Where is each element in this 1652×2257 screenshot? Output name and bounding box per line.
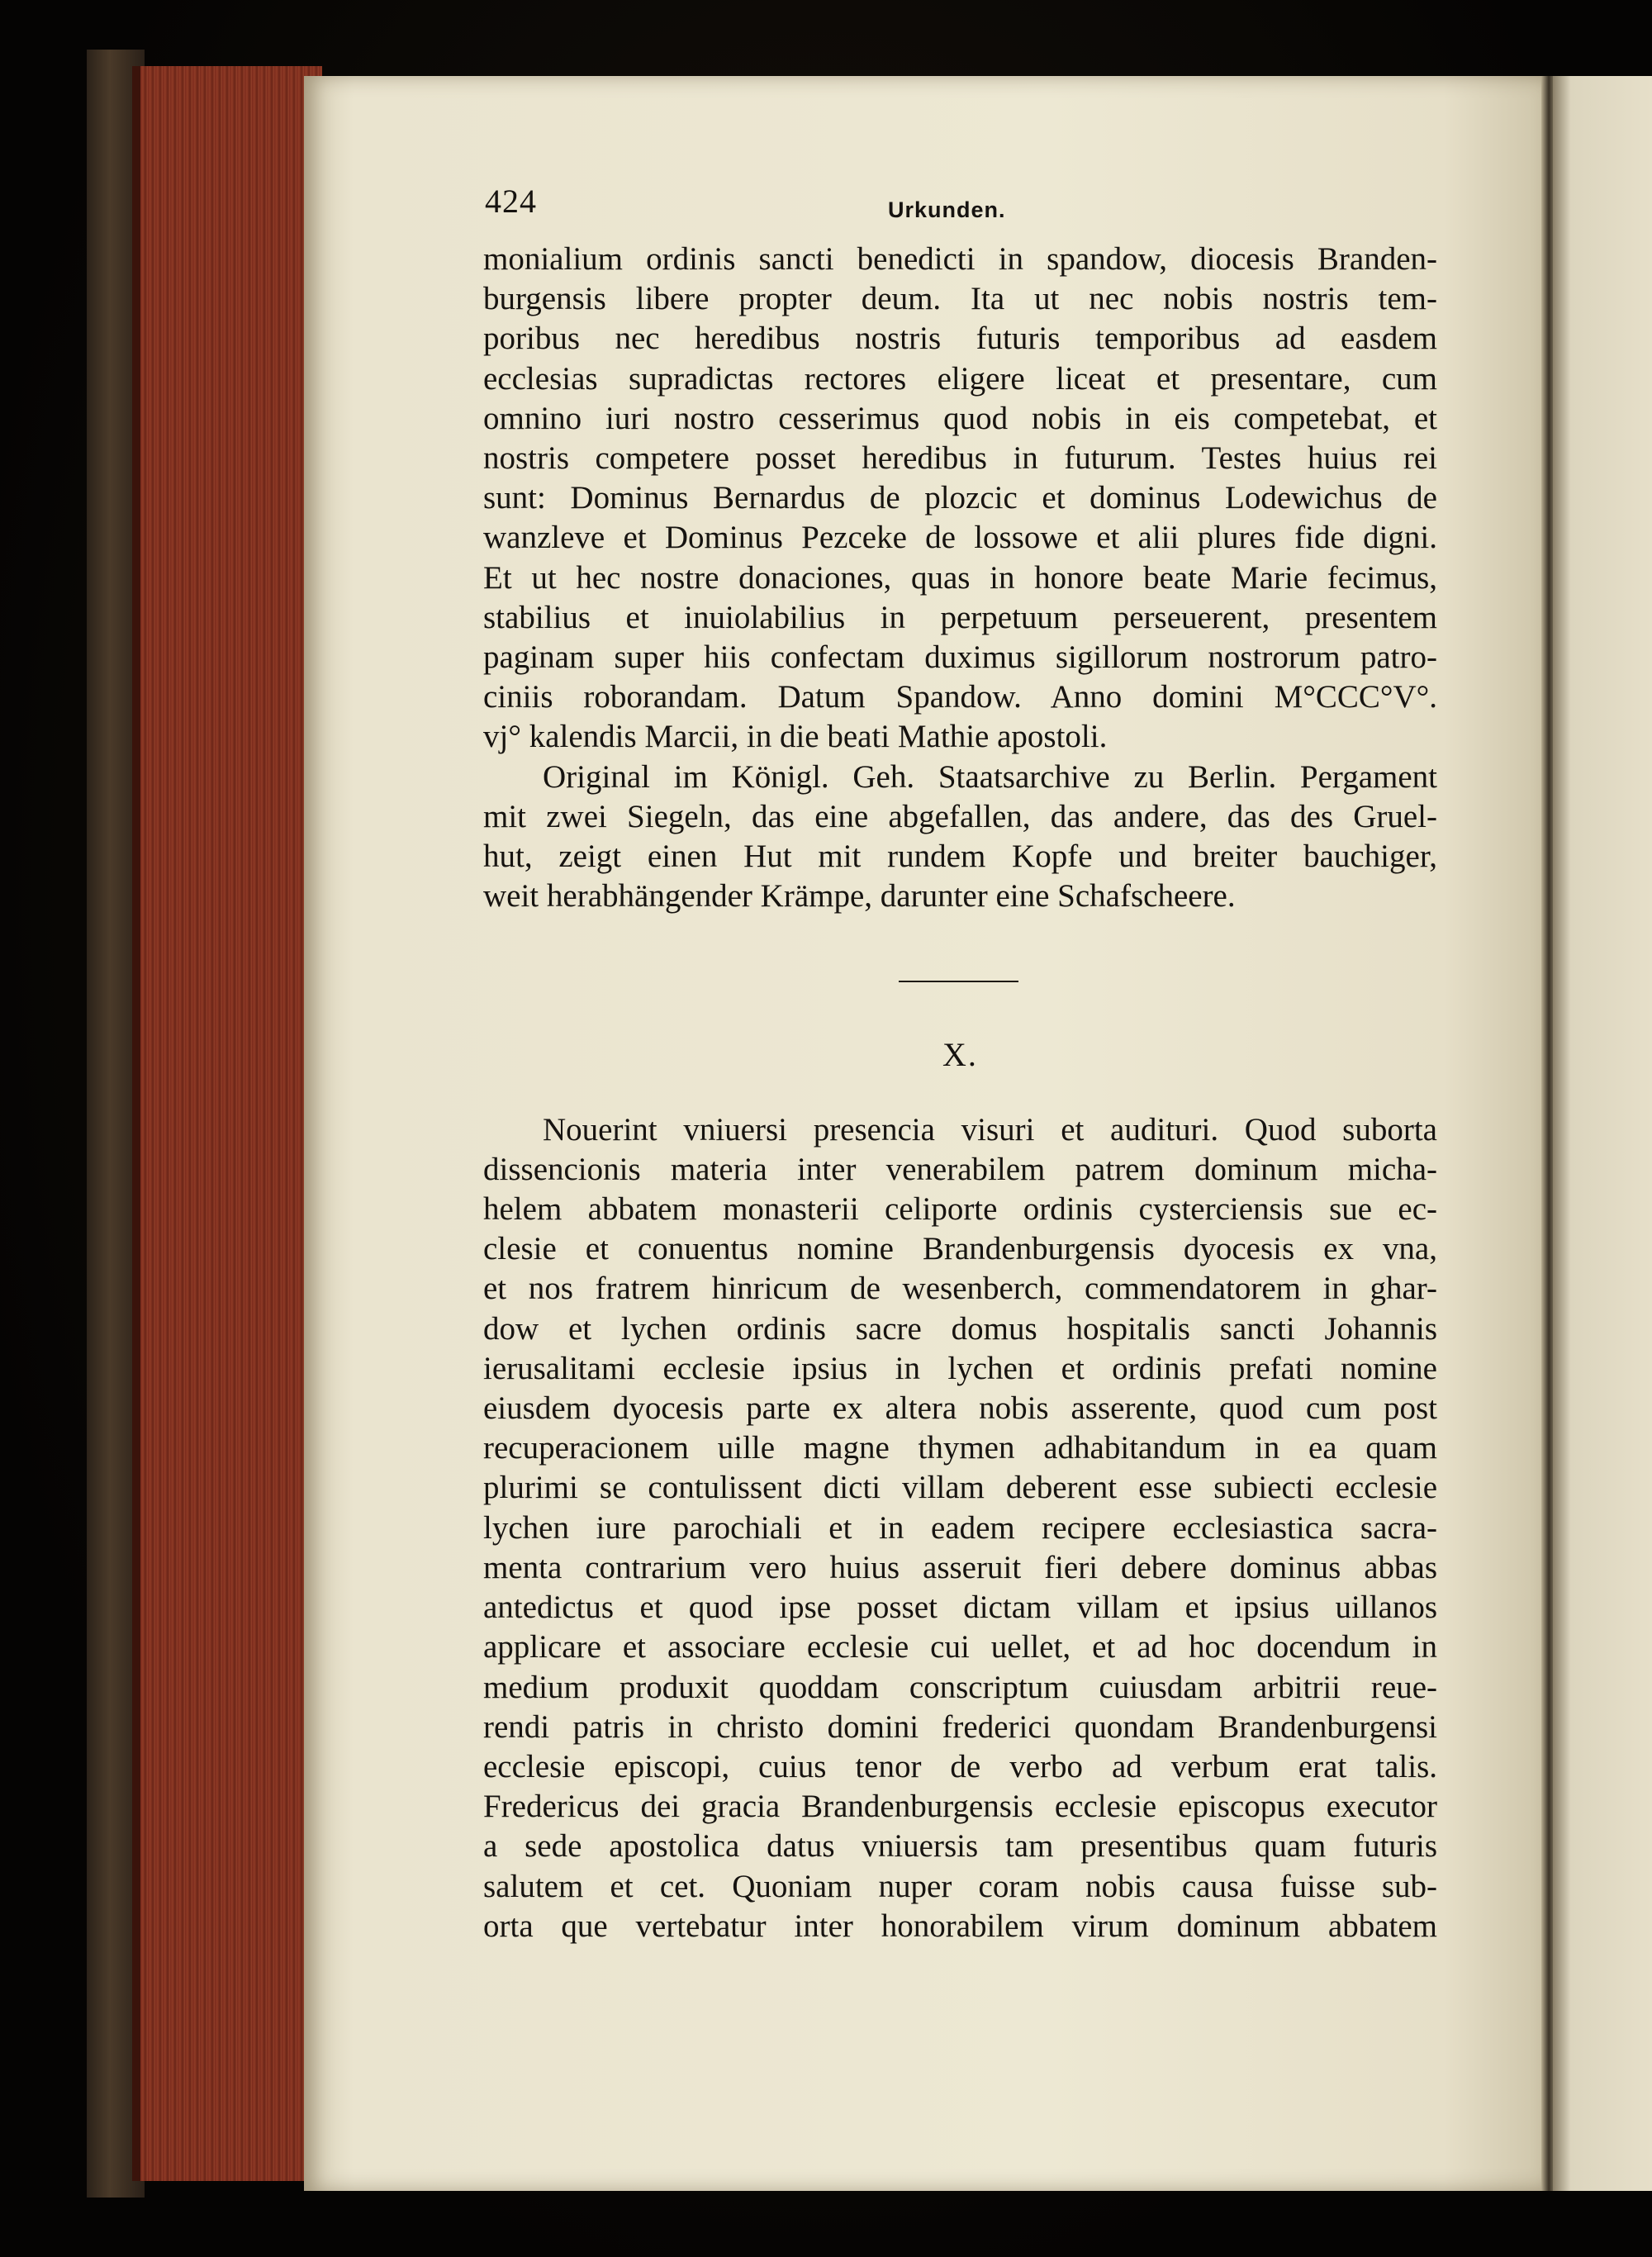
page-text bbox=[483, 182, 1437, 1946]
text-line: dissencionis materia inter venerabilem patrem dominum micha- bbox=[483, 1151, 1437, 1187]
page-header bbox=[483, 182, 1437, 231]
text-line: mit zwei Siegeln, das eine abgefallen, das andere, das des Gruel- bbox=[483, 798, 1437, 834]
text-line: antedictus et quod ipse posset dictam villam et ipsius uillanos bbox=[483, 1589, 1437, 1626]
charter-end-paragraph bbox=[483, 240, 1437, 758]
text-line: clesie et conuentus nomine Brandenburgensis dyocesis ex vna, bbox=[483, 1231, 1437, 1267]
text-line: sunt: Dominus Bernardus de plozcic et dominus Lodewichus de bbox=[483, 480, 1437, 516]
text-line: stabilius et inuiolabilius in perpetuum perseuerent, presentem bbox=[483, 599, 1437, 635]
text-line: medium produxit quoddam conscriptum cuiusdam arbitrii reue- bbox=[483, 1669, 1437, 1705]
text-line: helem abbatem monasterii celiporte ordinis cysterciensis sue ec- bbox=[483, 1191, 1437, 1228]
text-line: ciniis roborandam. Datum Spandow. Anno domini M°CCC°V°. bbox=[483, 679, 1437, 715]
document-x-paragraph bbox=[483, 1110, 1437, 1946]
page-edges bbox=[132, 66, 322, 2181]
text-line: et nos fratrem hinricum de wesenberch, commendatorem in ghar- bbox=[483, 1271, 1437, 1307]
facing-page-edge bbox=[1553, 76, 1652, 2191]
text-line: omnino iuri nostro cesserimus quod nobis in eis competebat, et bbox=[483, 400, 1437, 436]
text-line: plurimi se contulissent dicti villam deberent esse subiecti ecclesie bbox=[483, 1470, 1437, 1506]
text-line: lychen iure parochiali et in eadem recipere ecclesiastica sacra- bbox=[483, 1509, 1437, 1546]
section-heading: X. bbox=[942, 1036, 978, 1074]
text-line: hut, zeigt einen Hut mit rundem Kopfe und breiter bauchiger, bbox=[483, 839, 1437, 875]
text-line: salutem et cet. Quoniam nuper coram nobis causa fuisse sub- bbox=[483, 1868, 1437, 1904]
text-line: monialium ordinis sancti benedicti in spandow, diocesis Branden- bbox=[483, 241, 1437, 277]
text-line: ecclesie episcopi, cuius tenor de verbo ad verbum erat talis. bbox=[483, 1748, 1437, 1784]
text-line: Original im Königl. Geh. Staatsarchive zu Berlin. Pergament bbox=[543, 758, 1437, 795]
text-line: applicare et associare ecclesie cui uellet, et ad hoc docendum in bbox=[483, 1629, 1437, 1665]
text-line: Nouerint vniuersi presencia visuri et audituri. Quod suborta bbox=[543, 1111, 1437, 1148]
text-line: wanzleve et Dominus Pezceke de lossowe et alii plures fide digni. bbox=[483, 520, 1437, 556]
text-line: orta que vertebatur inter honorabilem virum dominum abbatem bbox=[483, 1908, 1437, 1944]
text-line: menta contrarium vero huius asseruit fieri debere dominus abbas bbox=[483, 1549, 1437, 1585]
text-line: eiusdem dyocesis parte ex altera nobis asserente, quod cum post bbox=[483, 1390, 1437, 1427]
text-line: poribus nec heredibus nostris futuris temporibus ad easdem bbox=[483, 321, 1437, 357]
text-line: Et ut hec nostre donaciones, quas in honore beate Marie fecimus, bbox=[483, 559, 1437, 596]
text-line: rendi patris in christo domini frederici quondam Brandenburgensi bbox=[483, 1708, 1437, 1745]
text-line: dow et lychen ordinis sacre domus hospitalis sancti Johannis bbox=[483, 1310, 1437, 1347]
text-line: ecclesias supradictas rectores eligere liceat et presentare, cum bbox=[483, 360, 1437, 397]
text-line: paginam super hiis confectam duximus sigillorum nostrorum patro- bbox=[483, 639, 1437, 676]
page-number: 424 bbox=[485, 183, 537, 220]
text-line: a sede apostolica datus vniuersis tam presentibus quam futuris bbox=[483, 1828, 1437, 1865]
text-line: ierusalitami ecclesie ipsius in lychen et ordinis prefati nomine bbox=[483, 1350, 1437, 1386]
archival-note-paragraph bbox=[483, 758, 1437, 917]
text-line: vj° kalendis Marcii, in die beati Mathie apostoli. bbox=[483, 719, 1108, 755]
section-divider bbox=[899, 981, 1018, 982]
text-line: weit herabhängender Krämpe, darunter eine Schafscheere. bbox=[483, 878, 1236, 915]
running-head: Urkunden. bbox=[888, 197, 1006, 222]
text-line: nostris competere posset heredibus in futurum. Testes huius rei bbox=[483, 440, 1437, 477]
text-line: Fredericus dei gracia Brandenburgensis ecclesie episcopus executor bbox=[483, 1789, 1437, 1825]
text-line: burgensis libere propter deum. Ita ut nec nobis nostris tem- bbox=[483, 281, 1437, 317]
text-line: recuperacionem uille magne thymen adhabitandum in ea quam bbox=[483, 1430, 1437, 1466]
